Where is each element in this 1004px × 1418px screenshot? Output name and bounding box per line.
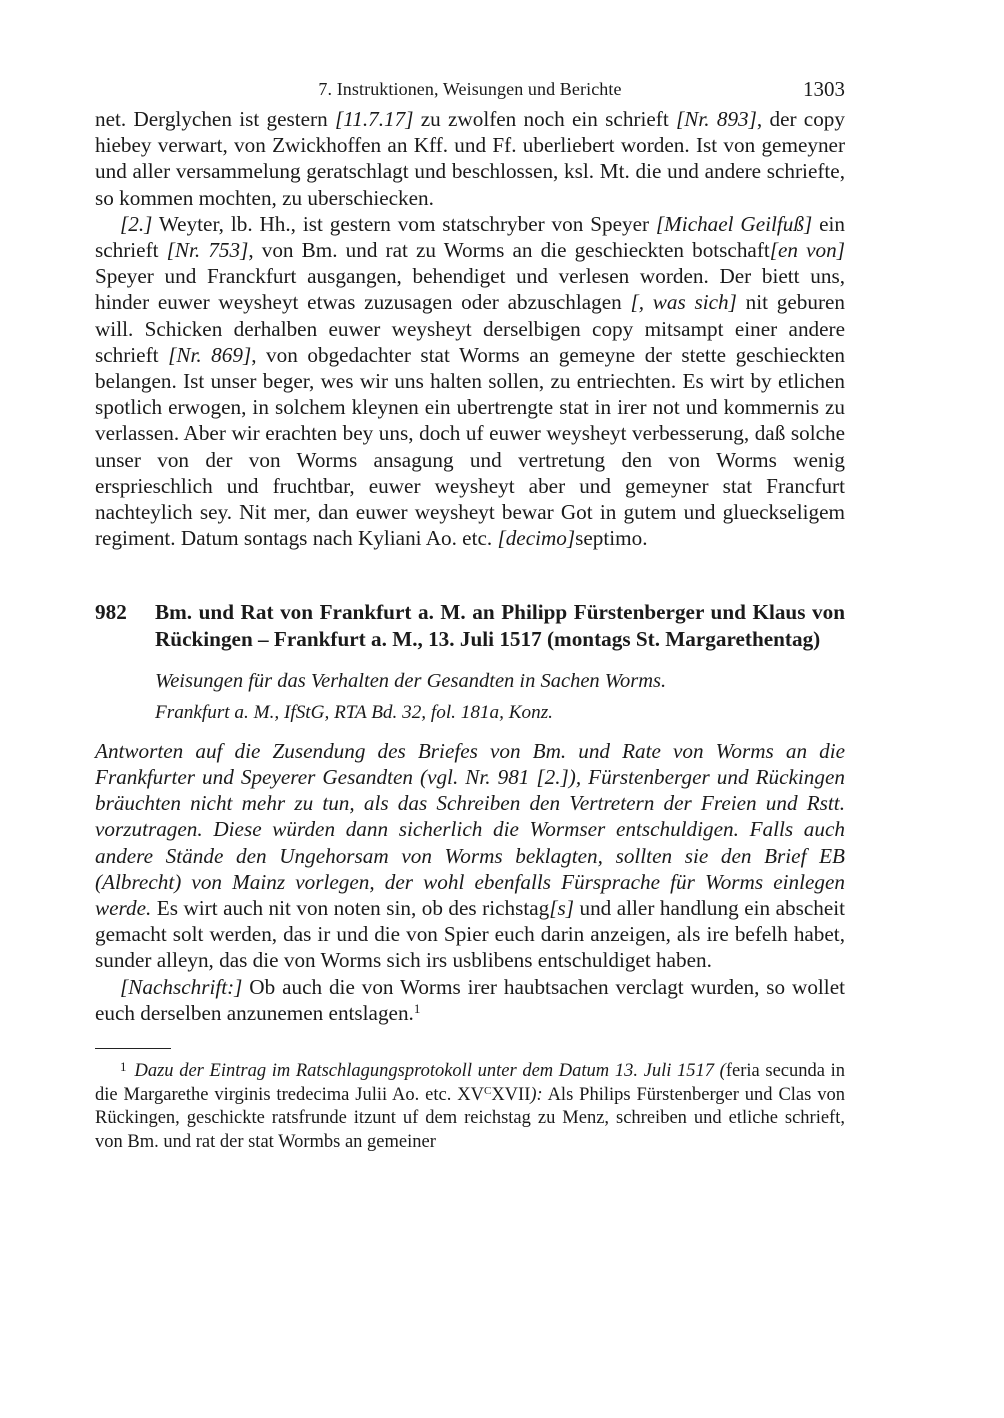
editorial-note: ):	[530, 1084, 543, 1105]
footnote-reference[interactable]: 1	[413, 1000, 421, 1016]
editorial-insert: [Nachschrift:]	[120, 974, 243, 999]
text: Es wirt auch nit von noten sin, ob des richstag	[151, 896, 550, 921]
text: ein schrieft	[95, 211, 845, 263]
text: zu zwolfen noch ein schrieft	[413, 107, 676, 131]
text: , der copy hiebey verwart, von Zwickhoffen an Kff. und Ff. uberliebert worden. Ist von gemeyner und aller versammelung geratschlagt und beschlossen, ksl. Mt. die und andere schriefte, so kommen mochten, zu uberschiecken.	[95, 107, 845, 210]
editorial-insert: [Michael Geilfuß]	[655, 211, 813, 236]
document-heading	[95, 599, 845, 651]
document-number: 982	[95, 600, 127, 625]
superscript: C	[483, 1084, 492, 1097]
document-page	[95, 72, 845, 1154]
editorial-insert: [11.7.17]	[334, 107, 414, 131]
editorial-insert: [Nr. 869]	[168, 342, 252, 367]
regest-summary: Weisungen für das Verhalten der Gesandten in Sachen Worms.	[155, 669, 667, 692]
document-title: Bm. und Rat von Frankfurt a. M. an Philipp Fürstenberger und Klaus von Rückingen – Frankfurt a. M., 13. Juli 1517 (montags St. Margarethentag)	[155, 600, 845, 651]
editorial-insert: [decimo]	[497, 526, 576, 551]
editorial-insert: [, was sich]	[630, 290, 737, 315]
source-citation: Frankfurt a. M., IfStG, RTA Bd. 32, fol. 181a, Konz.	[155, 701, 553, 723]
footnote-divider	[95, 1048, 171, 1049]
text: , von Bm. und rat zu Worms an die geschieckten botschaft	[248, 238, 770, 263]
footnote	[95, 1055, 845, 1154]
text: Ob auch die von Worms irer haubtsachen verclagt wurden, so wollet euch derselben anzunemen entslagen.	[95, 974, 845, 1025]
text: nit geburen will. Schicken derhalben euwer weysheyt derselbigen copy mitsampt einer andere schrieft	[95, 290, 845, 367]
footnote-mark: 1	[120, 1059, 127, 1075]
text: Speyer und Franckfurt ausgangen, behendiget und verlesen worden. Der biett uns, hinder euwer weysheyt etwas zuzusagen oder abzuschlagen	[95, 264, 845, 315]
paragraph-3	[95, 738, 845, 974]
text: net. Derglychen ist gestern	[95, 107, 335, 131]
running-head-title: 7. Instruktionen, Weisungen und Berichte	[318, 79, 622, 99]
editorial-note: Dazu der Eintrag im Ratschlagungsprotokoll unter dem Datum 13. Juli 1517 (	[134, 1061, 726, 1082]
paragraph-2	[95, 211, 845, 552]
text: septimo.	[575, 526, 648, 551]
text: Als Philips Fürstenberger und Clas von Rückingen, geschickte ratsfrunde itzunt uf dem reichstag zu Menz, schreiben und etliche schrieft, von Bm. und rat der stat Wormbs an gemeiner	[95, 1084, 845, 1152]
editorial-insert: [Nr. 753]	[166, 238, 249, 263]
paragraph-continuation	[95, 106, 845, 211]
page-number: 1303	[803, 77, 845, 101]
section-marker: [2.]	[120, 211, 153, 236]
text: XVII	[491, 1084, 531, 1105]
text: feria secunda in die Margarethe virginis tredecima Julii Ao. etc. XV	[95, 1061, 845, 1105]
text: , von obgedachter stat Worms an gemeyne der stette geschieckten belangen. Ist unser beger, wes wir uns halten sollen, zu entriechten. Es wirt by etlichen spotlich erwogen, in solchem kleynen ein ubertrengte stat in irer not und kommernis zu verlassen. Aber wir erachten bey uns, doch uf euwer weysheyt verbesserung, daß solche unser von der von Worms ansagung und vertretung den von Worms wenig ersprieschlich und fruchtbar, euwer weysheyt aber und gemeyner stat Francfurt nachteylich sey. Nit mer, dan euwer weysheyt bewar Got in gutem und glueckseligem regiment. Datum sontags nach Kyliani Ao. etc.	[95, 342, 845, 551]
editorial-insert: [en von]	[769, 238, 845, 263]
text: Weyter, lb. Hh., ist gestern vom statschryber von Speyer	[152, 211, 656, 236]
editorial-insert: [Nr. 893]	[676, 107, 757, 131]
paragraph-postscript	[95, 974, 845, 1026]
editorial-insert: [s]	[549, 896, 574, 921]
running-head	[95, 72, 845, 106]
text: und aller handlung ein abscheit gemacht solt werden, das ir und die von Spier euch darin anzeigen, als ire befelh habet, sunder alleyn, das die von Worms sich irs usblibens entschuldiget haben.	[95, 896, 845, 973]
editorial-summary: Antworten auf die Zusendung des Briefes von Bm. und Rate von Worms an die Frankfurter und Speyerer Gesandten (vgl. Nr. 981 [2.]), Fürstenberger und Rückingen bräuchten nicht mehr zu tun, als das Schreiben den Vertretern der Freien und Rstt. vorzutragen. Diese würden dann sicherlich die Wormser entschuldigen. Falls auch andere Stände den Ungehorsam von Worms beklagten, sollten sie den Brief EB (Albrecht) von Mainz vorlegen, der wohl ebenfalls Fürsprache für Worms einlegen werde.	[95, 738, 845, 921]
